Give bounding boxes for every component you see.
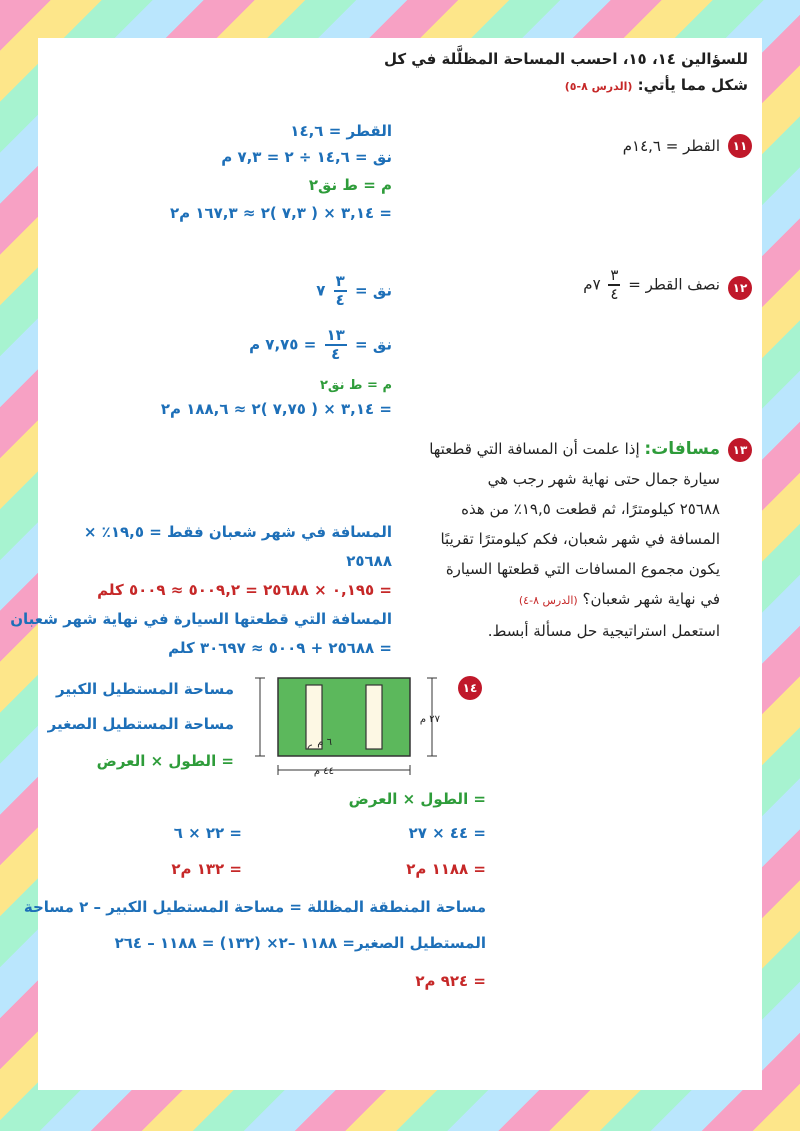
big-rectangle [278,678,410,756]
q13-line-2: سيارة جمال حتى نهاية شهر رجب هي [487,470,720,488]
q14-formula-line: = الطول × العرض [348,790,486,808]
q12-solution-line-4-text: = ٣,١٤ × ( ٧,٧٥ )٢ ≈ ١٨٨,٦ م٢ [160,400,392,418]
q11-solution-line-2: نق = ١٤,٦ ÷ ٢ = ٧,٣ م [221,148,392,166]
q12-sol1-numerator: ٣ [335,272,345,290]
width-label: ٤٤ م [313,766,334,777]
inner-width-label: ٦ م [317,737,332,748]
q13-solution-line-1: المسافة في شهر شعبان فقط = ١٩,٥٪ × [83,523,392,541]
q12-solution-line-4 [161,400,392,418]
q14-shaded-area-line-2: المستطيل الصغير= ١١٨٨ –٢× (١٣٢) = ١١٨٨ – ٢٦٤ [114,934,486,952]
q13-solution [10,518,392,663]
q12-sol1-fraction [334,274,347,308]
q13-solution-line-2: ٢٥٦٨٨ [346,552,392,570]
question-13-text [390,434,720,646]
q12-sol1-denominator: ٤ [335,291,345,309]
q12-prompt-pre: نصف القطر = [628,275,720,294]
question-11-prompt: القطر = ١٤,٦م [622,137,720,155]
q12-prompt-denominator: ٤ [610,285,619,303]
q11-solution-line-4 [170,204,392,222]
q12-prompt-fraction [608,268,620,302]
q12-sol1-pre: نق = [355,281,392,300]
q12-solution-line-3: م = ط نق٢ [319,378,392,393]
question-12-badge: ١٢ [728,276,752,300]
q12-sol2-denominator: ٤ [331,345,341,363]
q13-line-6-text: في نهاية شهر شعبان؟ [582,590,720,608]
question-11-badge: ١١ [728,134,752,158]
q14-label-formula: = الطول × العرض [96,752,234,770]
question-13-badge: ١٣ [728,438,752,462]
q12-solution-line-2 [249,328,392,362]
q14-final-answer: = ٩٢٤ م٢ [415,972,486,990]
q13-line-3: ٢٥٦٨٨ كيلومترًا، ثم قطعت ١٩,٥٪ من هذه [461,500,720,518]
q12-solution-line-1 [316,274,392,308]
q13-solution-line-4: المسافة التي قطعتها السيارة في نهاية شهر شعبان [10,610,392,628]
q13-line-5: يكون مجموع المسافات التي قطعتها السيارة [445,560,720,578]
q13-title: مسافات: [644,439,720,459]
q13-line-4: المسافة في شهر شعبان، فكم كيلومترًا تقريبًا [440,530,720,548]
q13-line-1 [390,434,720,464]
q11-solution-line-4-text: = ٣,١٤ × ( ٧,٣ )٢ ≈ ١٦٧,٣ م٢ [169,204,392,222]
instructions-line-2 [565,76,748,94]
q12-sol2-pre: نق = [355,335,392,354]
q11-solution-line-3: م = ط نق٢ [308,176,392,194]
lesson-reference: (الدرس ٨-٥) [564,80,633,93]
q14-small-result: = ١٣٢ م٢ [171,860,242,878]
q14-big-calc: = ٤٤ × ٢٧ [408,824,486,842]
q13-line-1-text: إذا علمت أن المسافة التي قطعتها [429,440,640,458]
q13-solution-line-5: = ٢٥٦٨٨ + ٥٠٠٩ ≈ ٣٠٦٩٧ كلم [168,639,392,657]
q14-label-small-rectangle: مساحة المستطيل الصغير [47,715,234,733]
q14-big-result: = ١١٨٨ م٢ [406,860,486,878]
question-14-badge: ١٤ [458,676,482,700]
q14-label-big-rectangle: مساحة المستطيل الكبير [56,680,234,698]
q13-line-6 [390,584,720,616]
worksheet-page [10,38,762,1090]
q14-shaded-area-line-1: مساحة المنطقة المظللة = مساحة المستطيل الكبير – ٢ مساحة [23,898,486,916]
height-label: ٢٧ م [419,714,440,725]
q12-prompt-numerator: ٣ [610,266,619,284]
q12-sol2-numerator: ١٣ [326,326,345,344]
instructions-line-2-text: شكل مما يأتي: [637,76,748,94]
instructions-line-1: للسؤالين ١٤، ١٥، احسب المساحة المظلَّلة في كل [383,50,748,68]
q14-small-calc: = ٢٢ × ٦ [173,824,242,842]
q13-lesson-reference: (الدرس ٨-٤) [518,594,578,607]
q12-sol1-post: ٧ [316,281,326,300]
q13-line-7: استعمل استراتيجية حل مسألة أبسط. [487,622,720,640]
q12-prompt-post: ٧م [583,275,601,294]
rectangles-figure [250,670,488,782]
q12-sol2-post: = ٧,٧٥ م [249,335,317,354]
question-12-prompt [583,268,720,302]
q12-sol2-fraction [325,328,347,362]
small-rectangle-right [366,685,382,749]
q11-solution-line-1: القطر = ١٤,٦ [290,122,392,140]
q13-solution-line-3: = ٠,١٩٥ × ٢٥٦٨٨ = ٥٠٠٩,٢ ≈ ٥٠٠٩ كلم [97,581,392,599]
